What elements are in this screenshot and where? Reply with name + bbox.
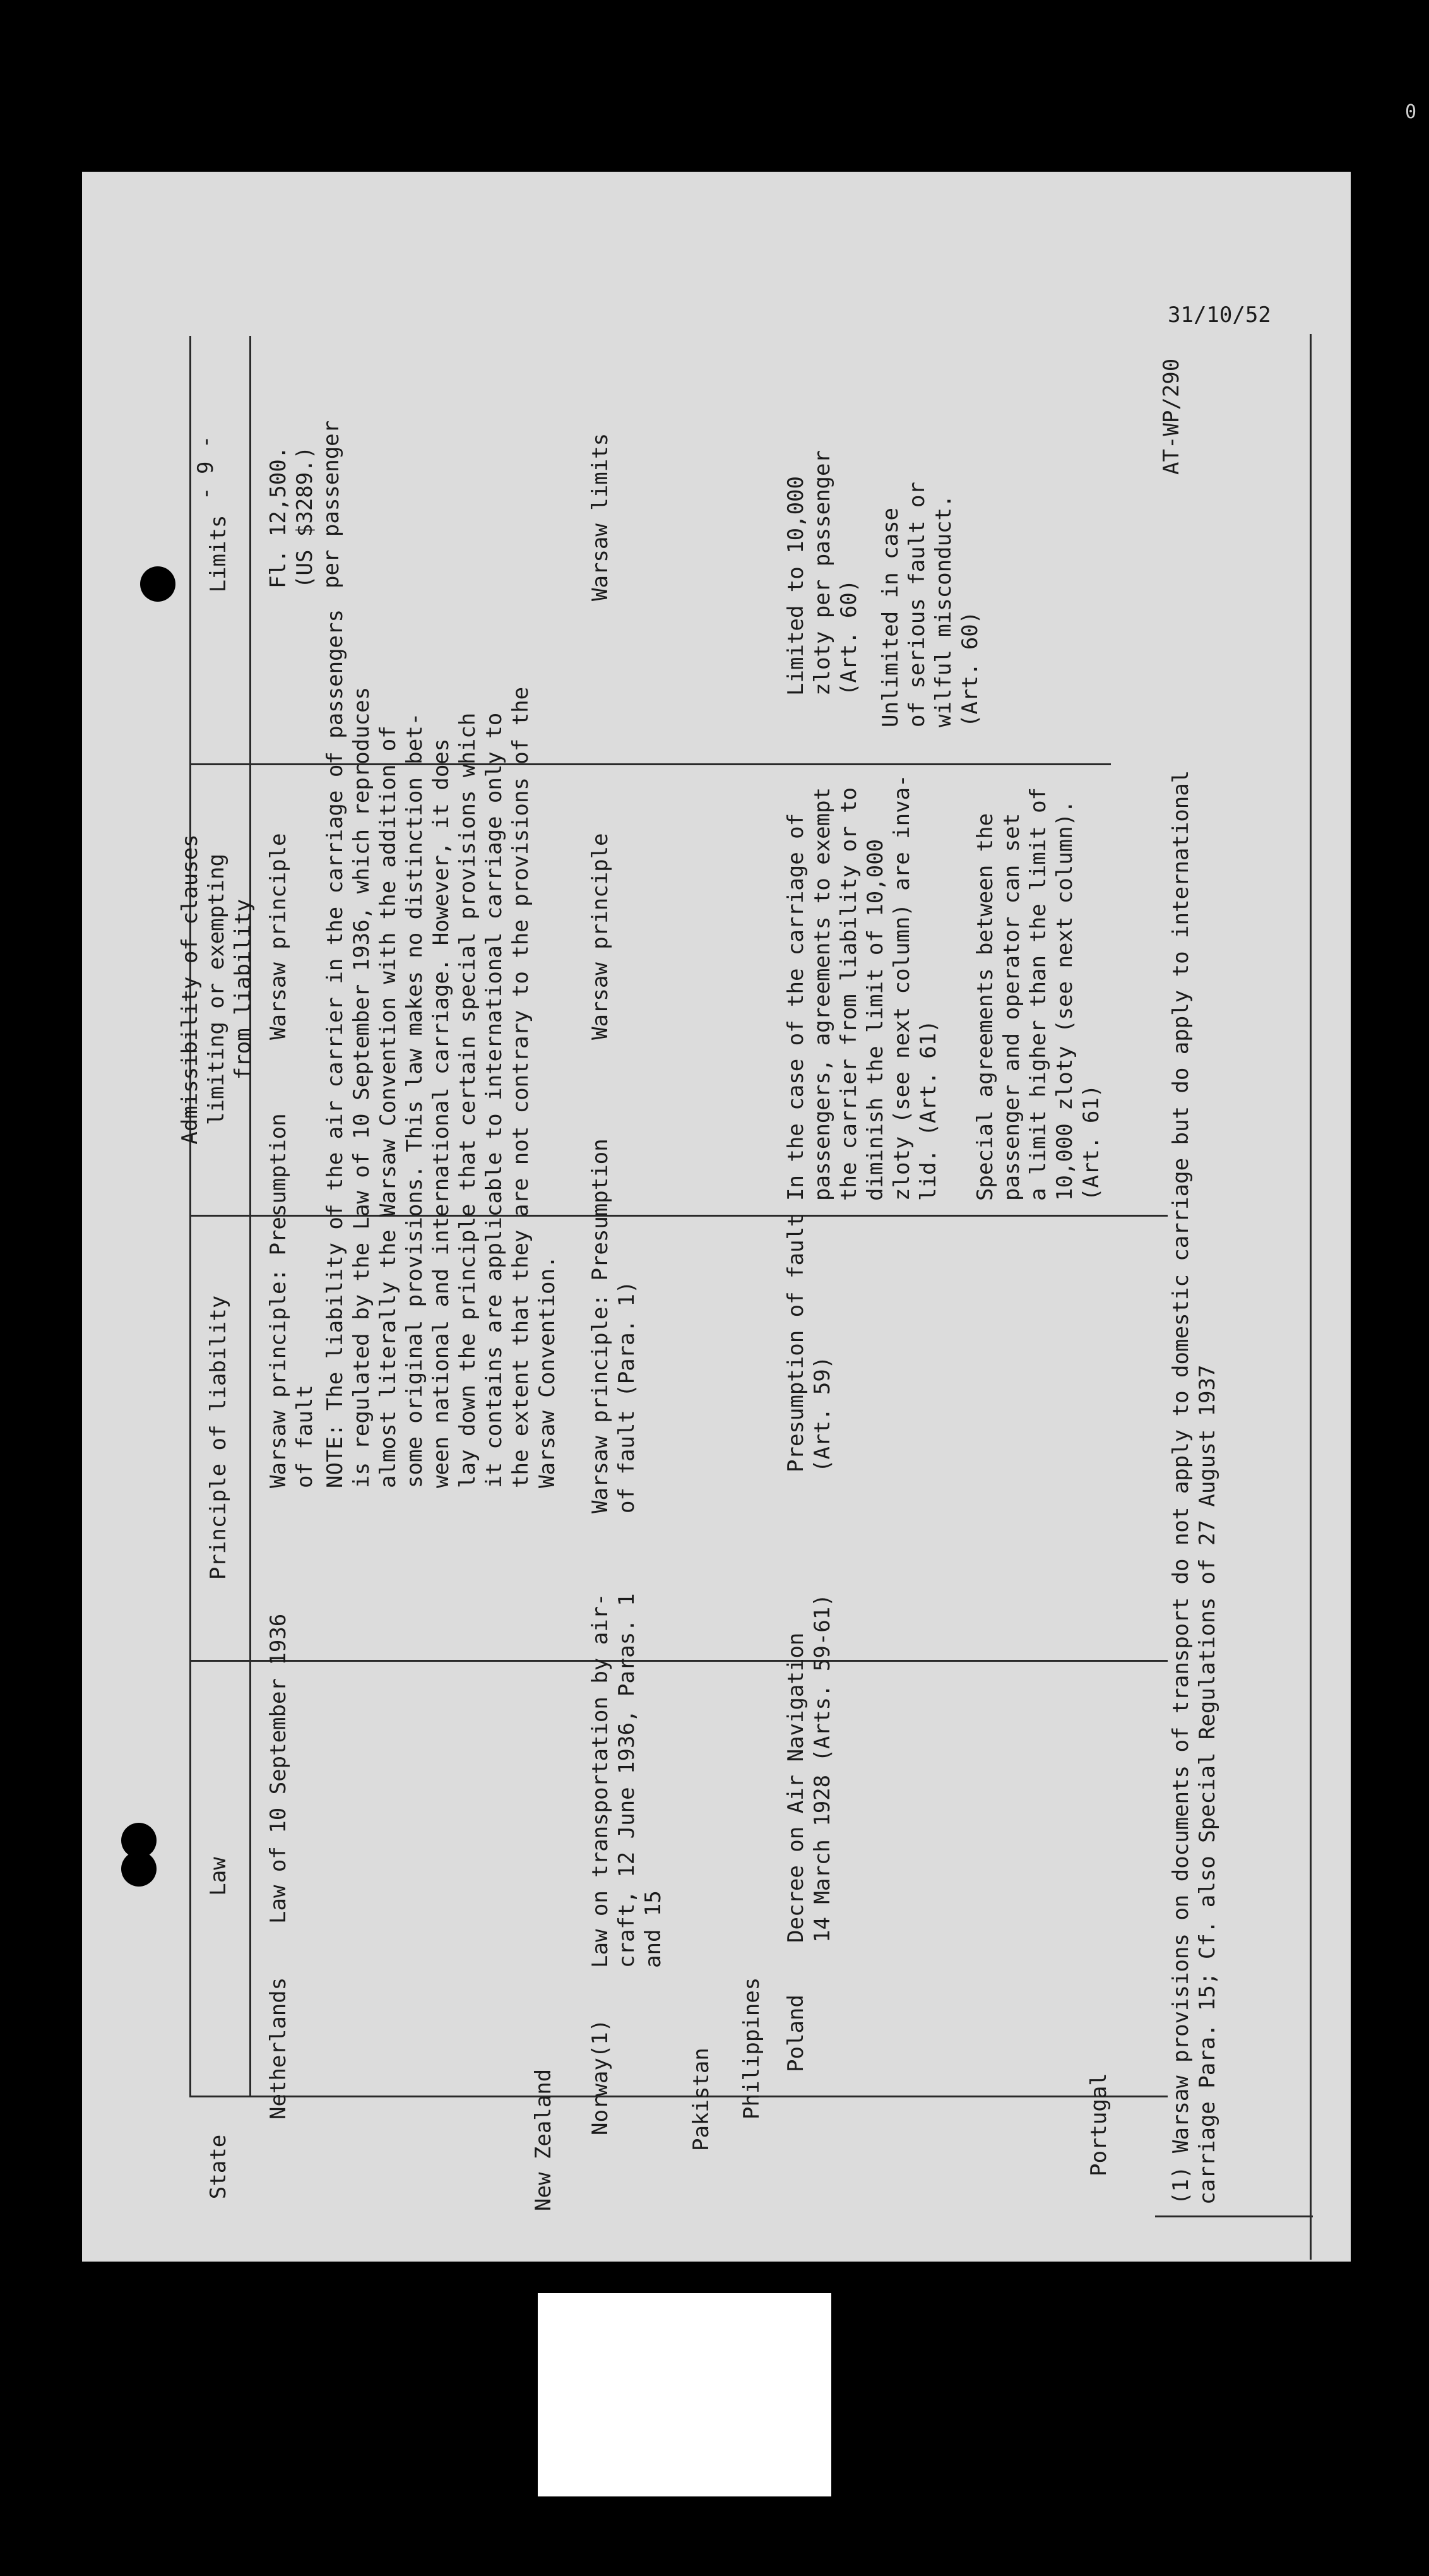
state-new-zealand: New Zealand — [531, 2068, 556, 2211]
limits-poland-2: Unlimited in case of serious fault or wilful misconduct. (Art. 60) — [878, 482, 983, 727]
admissibility-poland-1: In the case of the carriage of passengers, agreements to exempt the carrier from liability or to diminish the limit of 10,000 zloty (see next column) are inva- lid. (Art. 61) — [783, 774, 941, 1201]
footnote: (1) Warsaw provisions on documents of transport do not apply to domestic carriage but do apply to international carriage Para. 15; Cf. also Special Regulations of 27 August 1937 — [1168, 770, 1220, 2205]
admissibility-norway: Warsaw principle — [588, 833, 613, 1040]
limits-poland-1: Limited to 10,000 zloty per passenger (Art. 60) — [783, 450, 862, 696]
state-pakistan: Pakistan — [689, 2048, 714, 2151]
principle-norway: Warsaw principle: Presumption of fault (Para. 1) — [588, 1138, 639, 1513]
law-poland: Decree on Air Navigation 14 March 1928 (Arts. 59-61) — [783, 1594, 835, 1943]
document-page — [82, 172, 1351, 2262]
state-philippines: Philippines — [739, 1977, 764, 2120]
law-norway: Law on transportation by air- craft, 12 June 1936, Paras. 1 and 15 — [588, 1593, 666, 1968]
corner-mark: 0 — [1404, 101, 1416, 123]
doc-date-label: 31/10/52 — [1168, 302, 1271, 328]
admissibility-netherlands: Warsaw principle — [266, 833, 291, 1040]
state-column-rule — [189, 2096, 1168, 2097]
principle-poland: Presumption of fault (Art. 59) — [783, 1213, 835, 1472]
note-netherlands: NOTE: The liability of the air carrier in the carriage of passengers is regulated by the Law of 10 September 1936, which reproduces almost literally the Warsaw Convention with the addition of some original provisions. This law makes no distinction bet- ween national and international carriage. However, it does lay down the principle that certain special provisions which it contains are applicable to international carriage only to the extent that they are not contrary to the provisions of the Warsaw Convention. — [323, 609, 560, 1488]
principle-netherlands: Warsaw principle: Presumption of fault — [266, 1113, 317, 1488]
table-bottom-rule — [1310, 334, 1312, 2260]
state-poland: Poland — [783, 1995, 809, 2072]
page-number: - 9 - — [193, 435, 218, 500]
admissibility-poland-2: Special agreements between the passenger and operator can set a limit higher than the limit of 10,000 zloty (see next column). (Art. 61) — [973, 787, 1104, 1201]
law-column-rule — [189, 1660, 1168, 1662]
header-state: State — [206, 2134, 231, 2200]
rotated-table-frame — [82, 172, 1351, 2262]
header-limits: Limits — [206, 515, 231, 593]
header-rule — [249, 336, 251, 2097]
limits-netherlands: Fl. 12,500. (US $3289.) per passenger — [266, 420, 344, 588]
law-netherlands: Law of 10 September 1936 — [266, 1613, 291, 1924]
header-principle: Principle of liability — [206, 1295, 231, 1580]
limits-norway: Warsaw limits — [588, 432, 613, 601]
doc-reference: AT-WP/290 — [1159, 358, 1184, 475]
header-law: Law — [206, 1857, 231, 1896]
state-netherlands: Netherlands — [266, 1977, 291, 2120]
state-portugal: Portugal — [1086, 2073, 1112, 2176]
table-top-rule — [189, 336, 191, 2097]
header-admissibility: Admissibility of clauses limiting or exempting from liability — [177, 834, 256, 1145]
state-norway: Norway(1) — [588, 2018, 613, 2135]
white-slip — [538, 2293, 831, 2496]
footnote-rule — [1155, 2215, 1313, 2217]
